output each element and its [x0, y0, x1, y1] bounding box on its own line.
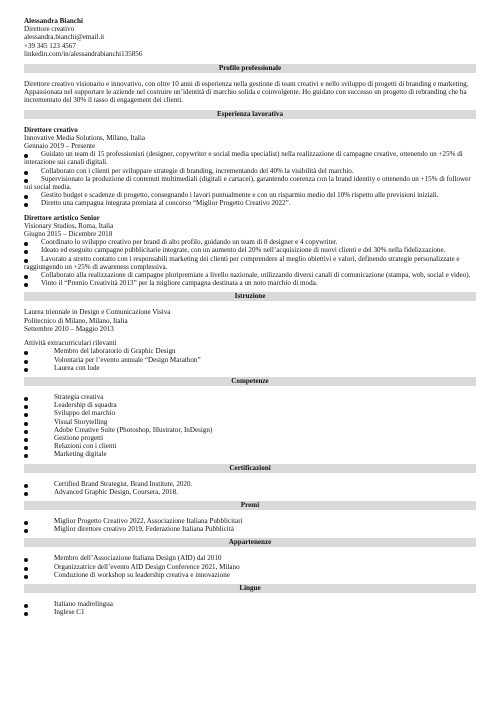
job-company: Innovative Media Solutions, Milano, Italia [24, 133, 145, 142]
list-item [24, 488, 476, 496]
skill-text: Gestione progetti [54, 433, 104, 442]
list-item [24, 246, 476, 254]
membership-text: Conduzione di workshop su leadership creativa e innovazione [54, 570, 230, 579]
list-item [24, 442, 476, 450]
activity-text: Volontaria per l’evento annuale “Design Marathon” [54, 355, 201, 364]
list-item [24, 175, 476, 191]
language-text: Inglese C1 [54, 608, 85, 617]
section-heading-education: Istruzione [24, 292, 476, 301]
membership-text: Membro dell’Associazione Italiana Design (AID) dal 2010 [54, 554, 222, 563]
membership-text: Organizzatrice dell’evento AID Design Conference 2021, Milano [54, 562, 240, 571]
candidate-email[interactable]: alessandra.bianchi@email.it [24, 33, 105, 42]
award-text: Miglior Progetto Creativo 2022, Associazione Italiana Pubblicitari [54, 516, 243, 525]
certification-text: Advanced Graphic Design, Coursera, 2018. [54, 487, 178, 496]
bullet-icon [24, 529, 28, 533]
skill-text: Sviluppo del marchio [54, 409, 116, 418]
list-item [24, 364, 476, 372]
job-dates: Gennaio 2019 – Presente [24, 142, 96, 151]
job-title: Direttore artistico Senior [24, 213, 100, 222]
skill-text: Marketing digitale [54, 450, 107, 459]
list-item [24, 426, 476, 434]
bullet-text: Vinto il “Premio Creatività 2013” per la migliore campagna destinata a un noto marchio di moda. [41, 279, 318, 288]
section-heading-memberships: Appartenenze [24, 538, 476, 547]
skill-text: Strategia creativa [54, 392, 104, 401]
list-item [24, 150, 476, 166]
job-company: Visionary Studios, Roma, Italia [24, 221, 114, 230]
activities-label: Attività extracurriculari rilevanti [24, 339, 117, 348]
list-item [24, 409, 476, 417]
certification-text: Certified Brand Strategist, Brand Institute, 2020. [54, 479, 193, 488]
section-heading-certifications: Certificazioni [24, 464, 476, 473]
bullet-icon [24, 179, 28, 183]
activity-text: Laurea con lode [54, 363, 100, 372]
skill-text: Adobe Creative Suite (Photoshop, Illustrator, InDesign) [54, 425, 213, 434]
bullet-text: Diretto una campagna integrata premiata al concorso “Miglior Progetto Creativo 2022”. [41, 199, 291, 208]
bullet-text: Collaborato alla realizzazione di campagne pluripremiate a livello nazionale, utilizzando diversi canali di comunicazione (stampa, web, social e video). [41, 271, 471, 280]
list-item [24, 401, 476, 409]
education-dates: Settembre 2010 – Maggio 2013 [24, 324, 114, 333]
list-item [24, 525, 476, 533]
activities-list [24, 347, 476, 372]
list-item [24, 608, 476, 616]
bullet-text: Supervisionato la produzione di contenuti multimediali (digitali e cartacei), garantendo coerenza con la brand identity e ottenendo un +15% di follower sui social media. [24, 174, 471, 192]
bullet-icon [24, 492, 28, 496]
candidate-name: Alessandra Bianchi [24, 17, 83, 25]
education-school: Politecnico di Milano, Milano, Italia [24, 316, 128, 325]
list-item [24, 279, 476, 287]
list-item [24, 434, 476, 442]
bullet-text: Guidato un team di 15 professionisti (designer, copywriter e social media specialist) nella realizzazione di campagne creative, ottenendo un +25% di interazione sui canali digitali. [24, 150, 463, 167]
activity-text: Membro del laboratorio di Graphic Design [54, 347, 176, 356]
skills-list [24, 393, 476, 459]
skill-text: Visual Storytelling [54, 417, 108, 426]
resume-page [24, 17, 476, 616]
section-heading-skills: Competenze [24, 377, 476, 386]
list-item [24, 393, 476, 401]
memberships-list [24, 554, 476, 579]
list-item [24, 563, 476, 571]
skill-text: Leadership di squadra [54, 401, 117, 410]
list-item [24, 418, 476, 426]
contact-header [24, 17, 476, 58]
list-item [24, 600, 476, 608]
bullet-icon [24, 259, 28, 263]
job-title: Direttore creativo [24, 125, 78, 134]
list-item [24, 238, 476, 246]
certifications-list [24, 480, 476, 496]
candidate-linkedin[interactable]: linkedin.com/in/alessandrabianchi135856 [24, 49, 143, 58]
list-item [24, 480, 476, 488]
award-text: Miglior direttore creativo 2019, Federazione Italiana Pubblicità [54, 525, 234, 534]
bullet-icon [24, 575, 28, 579]
awards-list [24, 517, 476, 533]
section-heading-experience: Esperienza lavorativa [24, 110, 476, 119]
bullet-text: Lavorato a stretto contatto con i responsabili marketing dei clienti per comprendere al meglio obiettivi e valori, definendo strategie personalizzate e raggiungendo un +25% di awareness complessiva. [24, 254, 460, 271]
bullet-text: Coordinato lo sviluppo creativo per brand di alto profilo, guidando un team di 8 designer e 4 copywriter. [41, 238, 338, 247]
education-degree: Laurea triennale in Design e Comunicazione Visiva [24, 308, 171, 317]
list-item [24, 167, 476, 175]
list-item [24, 571, 476, 579]
job-dates: Giugno 2015 – Dicembre 2018 [24, 230, 113, 239]
bullet-icon [24, 368, 28, 372]
section-heading-languages: Lingue [24, 584, 476, 593]
candidate-phone: +39 345 123 4567 [24, 41, 76, 50]
list-item [24, 347, 476, 355]
list-item [24, 271, 476, 279]
profile-summary: Direttore creativo visionario e innovativo, con oltre 10 anni di esperienza nella gestione di team creativi e nello sviluppo di progetti di branding e marketing. Appassionata nel supportare le aziende nel costruire un’identità di marchio solida e coinvolgente. Ho guidato con successo un progetto di rebranding che ha incrementato del 30% il tasso di engagement dei clienti. [24, 80, 469, 105]
languages-list [24, 600, 476, 616]
list-item [24, 517, 476, 525]
bullet-text: Ideato ed eseguito campagne pubblicitarie integrate, con un aumento del 20% nell’acquisizione di nuovi clienti e del 30% nella fidelizzazione. [41, 246, 446, 255]
job-entry [24, 214, 476, 288]
language-text: Italiano madrelingua [54, 599, 113, 608]
skill-text: Relazioni con i clienti [54, 442, 117, 451]
list-item [24, 255, 476, 271]
list-item [24, 199, 476, 207]
list-item [24, 356, 476, 364]
bullet-icon [24, 454, 28, 458]
bullet-text: Collaborato con i clienti per sviluppare strategie di branding, incrementando del 40% la visibilità del marchio. [41, 166, 354, 175]
job-bullets [24, 238, 476, 287]
list-item [24, 554, 476, 562]
bullet-icon [24, 612, 28, 616]
job-bullets [24, 150, 476, 207]
section-heading-profile: Profilo professionale [24, 64, 476, 73]
list-item [24, 450, 476, 458]
section-heading-awards: Premi [24, 501, 476, 510]
job-entry [24, 126, 476, 208]
list-item [24, 191, 476, 199]
bullet-text: Gestito budget e scadenze di progetto, consegnando i lavori puntualmente e con un risparmio medio del 10% rispetto alle previsioni iniziali. [41, 191, 439, 200]
candidate-role: Direttore creativo [24, 25, 75, 34]
